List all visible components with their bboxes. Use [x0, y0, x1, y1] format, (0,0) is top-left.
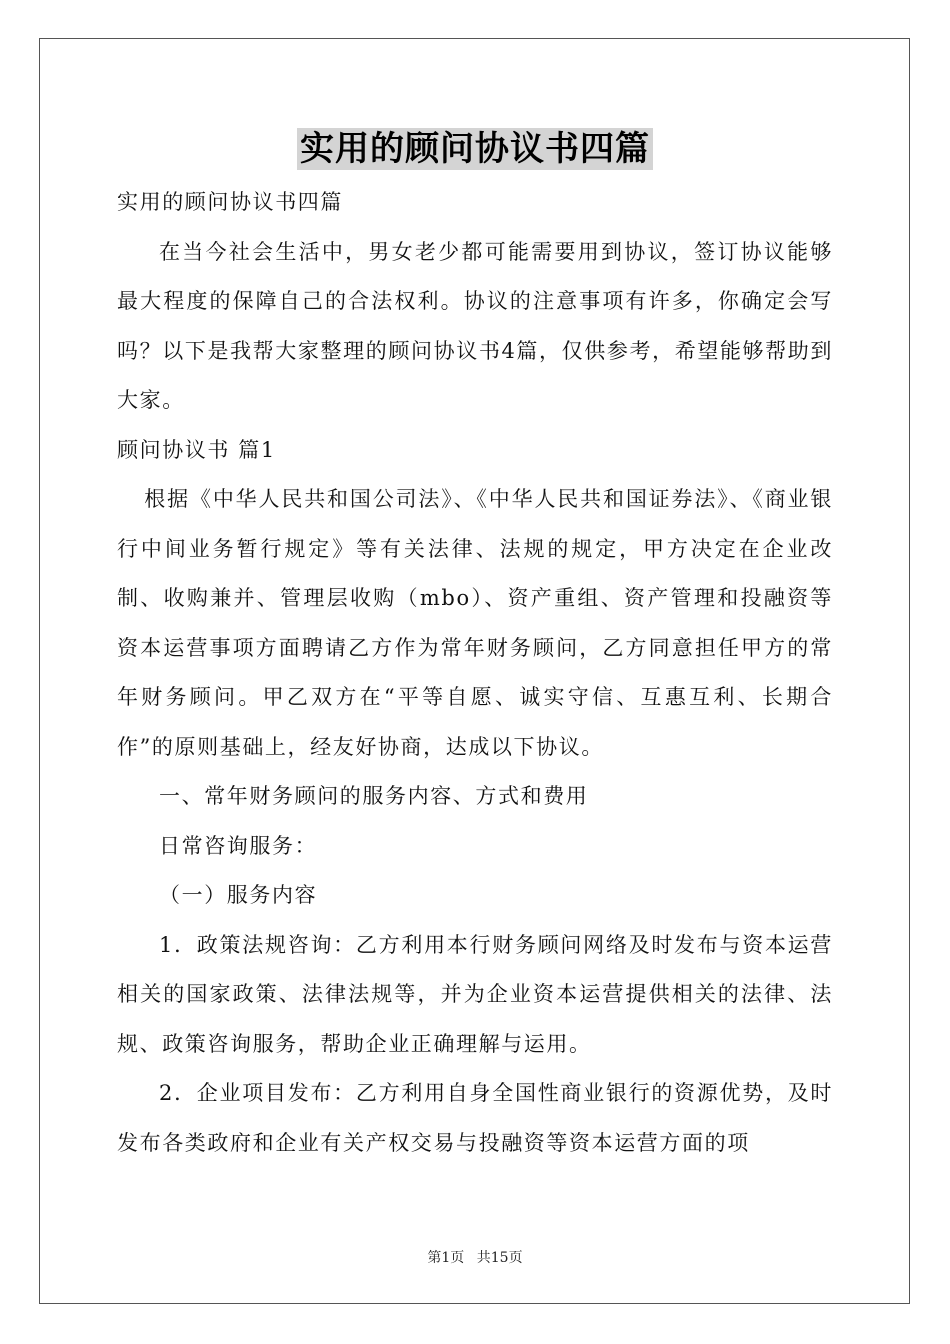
clause-heading-1: 一、常年财务顾问的服务内容、方式和费用 [159, 784, 589, 808]
document-title: 实用的顾问协议书四篇 [297, 128, 653, 170]
clause-subheading-daily: 日常咨询服务： [159, 833, 318, 858]
clause-item-1: 1．政策法规咨询：乙方利用本行财务顾问网络及时发布与资本运营相关的国家政策、法律法规等，并为企业资本运营提供相关的法律、法规、政策咨询服务，帮助企业正确理解与运用。 [117, 932, 833, 1056]
page-total: 共15页 [476, 1250, 523, 1266]
clause-item-2: 2．企业项目发布：乙方利用自身全国性商业银行的资源优势，及时发布各类政府和企业有关产权交易与投融资等资本运营方面的项 [117, 1081, 833, 1155]
section-heading-1: 顾问协议书 篇1 [117, 437, 276, 462]
clause-subheading-content: （一）服务内容 [159, 883, 318, 907]
title-container [0, 128, 950, 170]
page-footer [0, 1247, 950, 1267]
agreement-preamble-paragraph: 根据《中华人民共和国公司法》、《中华人民共和国证券法》、《商业银行中间业务暂行规定》等有关法律、法规的规定，甲方决定在企业改制、收购兼并、管理层收购（mbo）、资产重组、资产管理和投融资等资本运营事项方面聘请乙方作为常年财务顾问，乙方同意担任甲方的常年财务顾问。甲乙双方在“平等自愿、诚实守信、互惠互利、长期合作”的原则基础上，经友好协商，达成以下协议。 [117, 487, 833, 759]
document-subtitle: 实用的顾问协议书四篇 [117, 190, 343, 214]
page-number: 第1页 [427, 1250, 465, 1266]
intro-paragraph: 在当今社会生活中，男女老少都可能需要用到协议，签订协议能够最大程度的保障自己的合法权利。协议的注意事项有许多，你确定会写吗？以下是我帮大家整理的顾问协议书4篇，仅供参考，希望能够帮助到大家。 [117, 239, 833, 412]
document-body [117, 178, 833, 1168]
